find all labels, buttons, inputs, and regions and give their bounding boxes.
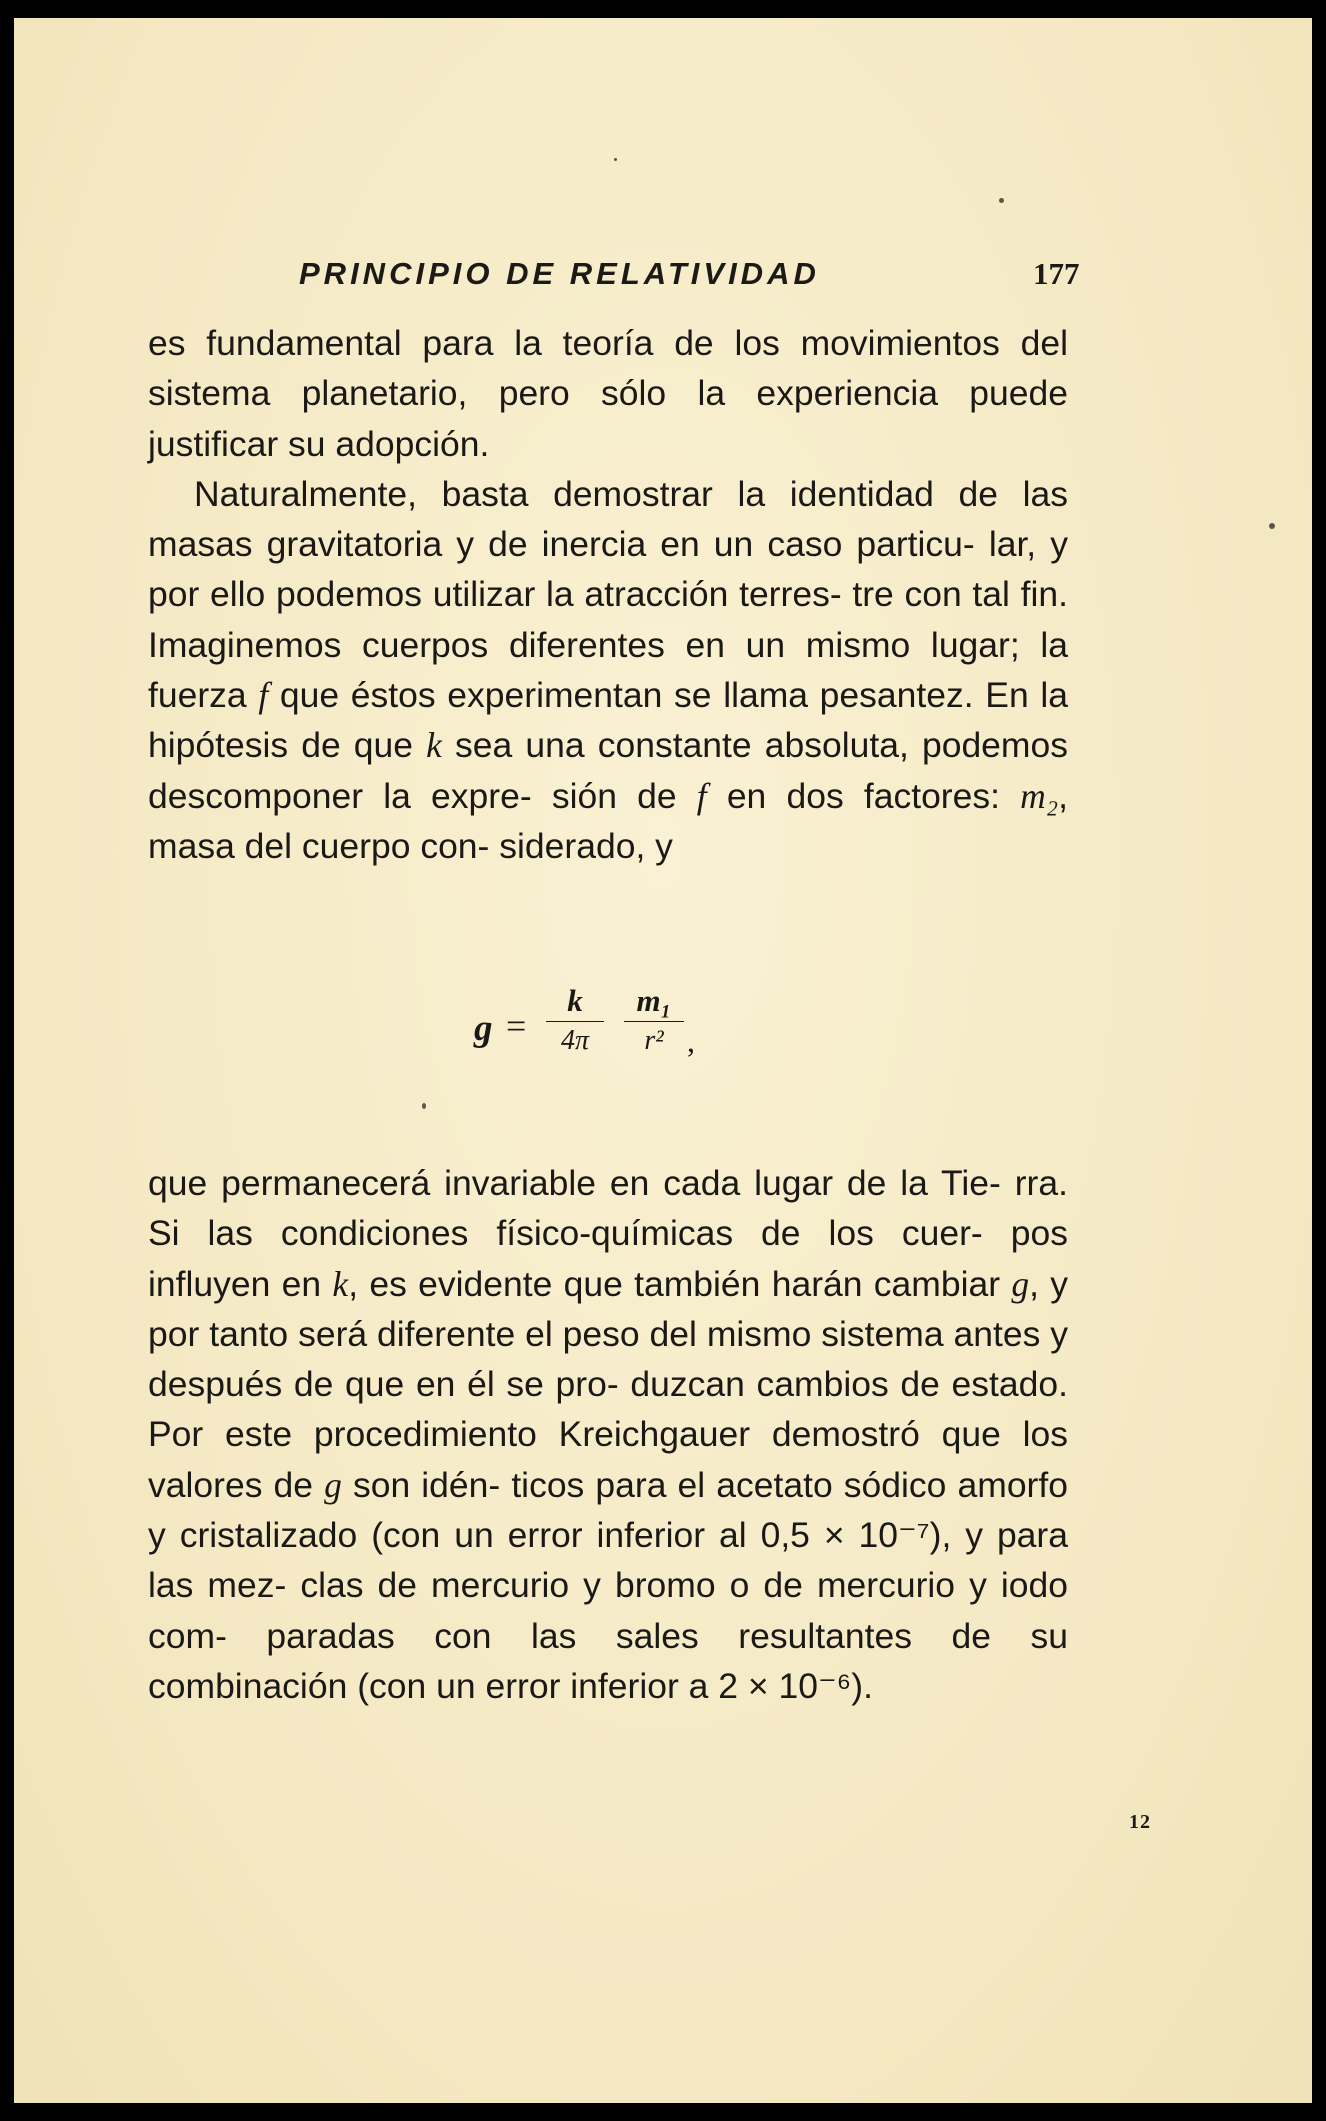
text-line: tre con tal fin. Imaginemos cuerpos diferentes en un — [148, 574, 1068, 665]
text-line: , es evidente que también harán — [348, 1263, 863, 1304]
math-f: f — [696, 775, 707, 816]
fraction-numerator: m₁ — [636, 983, 672, 1018]
math-g: g — [324, 1464, 342, 1505]
text-line: sión de — [551, 775, 697, 816]
text-line: justificar su adopción. — [148, 423, 490, 464]
running-head-title: PRINCIPIO DE RELATIVIDAD — [299, 256, 820, 291]
signature-mark: 12 — [1129, 1811, 1151, 1833]
text-line: mismo sistema antes y después de que en él se pro- — [148, 1313, 1068, 1405]
paragraph-gravity — [148, 469, 1068, 871]
text-line: es fundamental para la teoría de los movimientos del — [148, 323, 1068, 363]
text-line: , masa del cuerpo con- — [148, 775, 1069, 866]
text-line: mismo lugar; la fuerza — [148, 624, 1069, 716]
formula-equals: = — [506, 1006, 527, 1046]
paper-speck — [999, 198, 1004, 203]
paper-speck — [614, 158, 617, 161]
paragraph-results — [148, 1158, 1068, 1711]
math-m2: m₂ — [1020, 775, 1059, 816]
equation-g — [474, 983, 734, 1078]
text-line: pos influyen en — [148, 1213, 1068, 1304]
fraction-k-over-4pi — [546, 983, 604, 1058]
text-line: (con un error inferior al 0,5 × 10⁻⁷), y para las mez- — [148, 1515, 1068, 1606]
text-line: constante absoluta, podemos descomponer la expre- — [148, 725, 1068, 816]
text-line: , y por tanto será diferente el peso del — [148, 1263, 1068, 1354]
text-line: cambiar — [873, 1263, 1012, 1304]
text-line: que éstos experimentan se — [268, 675, 712, 716]
formula-comma: , — [687, 1023, 695, 1059]
text-line: clas de mercurio y bromo o de mercurio y iodo com- — [148, 1565, 1068, 1656]
text-line: sea una — [441, 725, 585, 766]
text-line: Kreichgauer demostró que los valores de — [148, 1414, 1068, 1505]
running-head — [14, 256, 1312, 296]
text-line: que permanecerá invariable en cada lugar de la Tie- — [148, 1163, 1001, 1203]
text-line: rra. Si las condiciones físico-químicas de los cuer- — [148, 1163, 1068, 1254]
fraction-bar — [546, 1021, 604, 1022]
text-line: lar, y por ello podemos utilizar la atracción terres- — [148, 524, 1068, 615]
math-k: k — [332, 1263, 349, 1304]
fraction-numerator: k — [567, 983, 583, 1018]
math-g: g — [1011, 1263, 1030, 1304]
text-line: en dos factores: — [706, 775, 1021, 816]
text-line: duzcan cambios de estado. Por este procedimiento — [148, 1364, 1068, 1455]
math-f: f — [258, 675, 269, 716]
text-line: son idén- — [341, 1464, 501, 1505]
text-line: masas gravitatoria y de inercia en un caso particu- — [148, 524, 975, 565]
fraction-denominator: r² — [644, 1025, 664, 1056]
text-block-upper — [148, 318, 1068, 871]
text-line: llama pesantez. En la hipótesis de que — [148, 675, 1068, 766]
fraction-bar — [624, 1021, 684, 1022]
math-k: k — [426, 725, 442, 766]
fraction-denominator: 4π — [560, 1025, 590, 1056]
page-number: 177 — [1033, 256, 1080, 291]
formula-lhs: g — [474, 1008, 493, 1049]
paper-speck — [422, 1103, 426, 1109]
text-line: paradas con las sales resultantes de su combinación — [148, 1615, 1068, 1706]
paragraph-continuation — [148, 318, 1068, 469]
text-line: sistema planetario, pero sólo la experiencia puede — [148, 373, 1068, 414]
fraction-m1-over-r2 — [624, 983, 684, 1058]
text-line: ticos para el acetato sódico amorfo y cristalizado — [148, 1464, 1068, 1556]
text-line: Naturalmente, basta demostrar la identidad de las — [194, 473, 1068, 514]
text-line: (con un error inferior a 2 × 10⁻⁶). — [357, 1665, 873, 1706]
text-line: siderado, y — [499, 825, 673, 866]
book-page — [14, 18, 1312, 2103]
text-block-lower — [148, 1158, 1068, 1711]
paper-speck — [1269, 523, 1275, 529]
